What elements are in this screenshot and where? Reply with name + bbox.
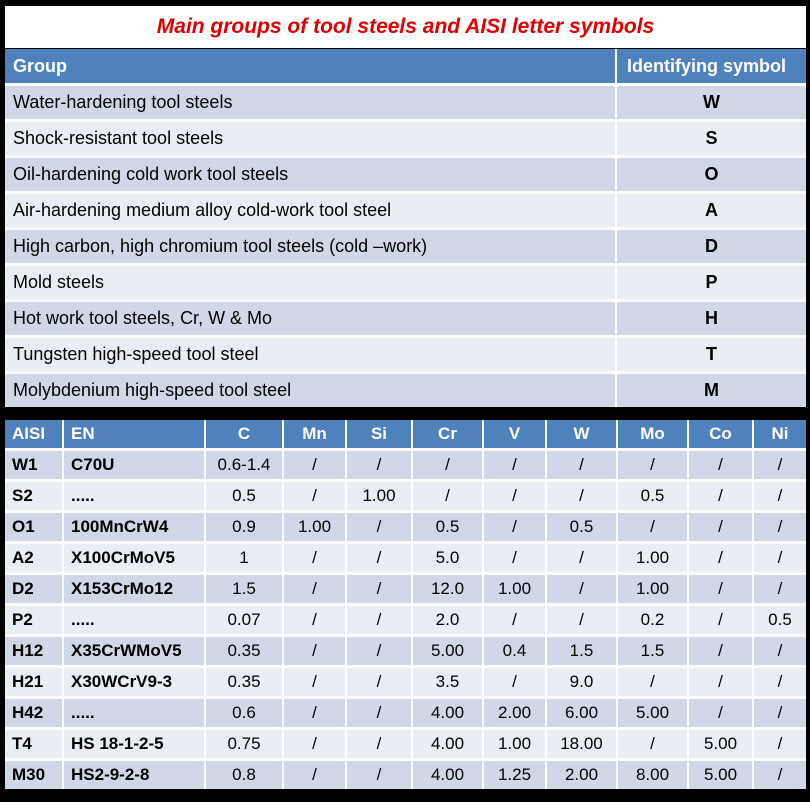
value-cell: 0.6 xyxy=(205,698,283,729)
aisi-cell: H21 xyxy=(5,667,63,698)
value-cell: / xyxy=(346,760,412,790)
value-cell: 1.00 xyxy=(617,574,688,605)
value-cell: 0.6-1.4 xyxy=(205,450,283,481)
value-cell: 0.9 xyxy=(205,512,283,543)
value-cell: 0.5 xyxy=(546,512,617,543)
value-cell: / xyxy=(617,729,688,760)
value-cell: / xyxy=(283,667,346,698)
composition-header-row xyxy=(5,420,806,450)
value-cell: 6.00 xyxy=(546,698,617,729)
en-cell: X35CrWMoV5 xyxy=(63,636,205,667)
value-cell: / xyxy=(688,450,753,481)
value-cell: / xyxy=(283,450,346,481)
value-cell: / xyxy=(753,543,806,574)
value-cell: / xyxy=(546,543,617,574)
groups-header-row xyxy=(5,49,806,85)
table-row xyxy=(5,301,806,337)
table-row xyxy=(5,729,806,760)
value-cell: 1.00 xyxy=(617,543,688,574)
value-cell: / xyxy=(546,481,617,512)
value-cell: / xyxy=(346,636,412,667)
en-cell: X153CrMo12 xyxy=(63,574,205,605)
group-cell: Mold steels xyxy=(5,265,616,301)
group-cell: Air-hardening medium alloy cold-work tool steel xyxy=(5,193,616,229)
symbol-cell: T xyxy=(616,337,806,373)
aisi-cell: T4 xyxy=(5,729,63,760)
value-cell: / xyxy=(688,574,753,605)
value-cell: / xyxy=(688,481,753,512)
value-cell: 8.00 xyxy=(617,760,688,790)
value-cell: / xyxy=(753,667,806,698)
value-cell: / xyxy=(753,512,806,543)
value-cell: / xyxy=(546,450,617,481)
value-cell: / xyxy=(346,512,412,543)
column-header-en: EN xyxy=(63,420,205,450)
value-cell: / xyxy=(346,574,412,605)
column-header-cr: Cr xyxy=(412,420,483,450)
value-cell: / xyxy=(283,636,346,667)
table-row xyxy=(5,337,806,373)
value-cell: / xyxy=(412,481,483,512)
table-row xyxy=(5,636,806,667)
group-column-header: Group xyxy=(5,49,616,85)
value-cell: 0.35 xyxy=(205,636,283,667)
value-cell: 18.00 xyxy=(546,729,617,760)
en-cell: X30WCrV9-3 xyxy=(63,667,205,698)
value-cell: / xyxy=(753,574,806,605)
table-row xyxy=(5,574,806,605)
column-header-ni: Ni xyxy=(753,420,806,450)
en-cell: ..... xyxy=(63,698,205,729)
table-row xyxy=(5,450,806,481)
value-cell: 4.00 xyxy=(412,729,483,760)
en-cell: 100MnCrW4 xyxy=(63,512,205,543)
value-cell: 12.0 xyxy=(412,574,483,605)
table-row xyxy=(5,121,806,157)
group-cell: Shock-resistant tool steels xyxy=(5,121,616,157)
value-cell: / xyxy=(283,605,346,636)
value-cell: / xyxy=(483,605,546,636)
group-cell: Oil-hardening cold work tool steels xyxy=(5,157,616,193)
value-cell: 0.2 xyxy=(617,605,688,636)
table-row xyxy=(5,760,806,790)
aisi-cell: O1 xyxy=(5,512,63,543)
value-cell: / xyxy=(346,543,412,574)
aisi-cell: S2 xyxy=(5,481,63,512)
value-cell: / xyxy=(283,543,346,574)
value-cell: / xyxy=(546,605,617,636)
en-cell: ..... xyxy=(63,605,205,636)
value-cell: / xyxy=(688,636,753,667)
value-cell: 1.00 xyxy=(483,729,546,760)
symbol-cell: H xyxy=(616,301,806,337)
groups-table xyxy=(5,49,806,407)
symbol-column-header: Identifying symbol xyxy=(616,49,806,85)
en-cell: ..... xyxy=(63,481,205,512)
table-row xyxy=(5,373,806,408)
value-cell: 0.75 xyxy=(205,729,283,760)
value-cell: / xyxy=(753,636,806,667)
value-cell: / xyxy=(346,450,412,481)
table-row xyxy=(5,193,806,229)
aisi-cell: A2 xyxy=(5,543,63,574)
value-cell: 1 xyxy=(205,543,283,574)
value-cell: 1.5 xyxy=(617,636,688,667)
table-row xyxy=(5,512,806,543)
value-cell: / xyxy=(346,605,412,636)
value-cell: / xyxy=(617,667,688,698)
symbol-cell: D xyxy=(616,229,806,265)
value-cell: / xyxy=(688,543,753,574)
symbol-cell: O xyxy=(616,157,806,193)
value-cell: / xyxy=(412,450,483,481)
value-cell: / xyxy=(483,667,546,698)
value-cell: / xyxy=(688,698,753,729)
value-cell: / xyxy=(283,481,346,512)
page-title: Main groups of tool steels and AISI letter symbols xyxy=(156,15,655,38)
group-cell: Hot work tool steels, Cr, W & Mo xyxy=(5,301,616,337)
value-cell: 2.0 xyxy=(412,605,483,636)
value-cell: / xyxy=(753,729,806,760)
value-cell: / xyxy=(283,729,346,760)
value-cell: / xyxy=(483,481,546,512)
value-cell: 0.35 xyxy=(205,667,283,698)
value-cell: / xyxy=(283,698,346,729)
aisi-cell: W1 xyxy=(5,450,63,481)
group-cell: Water-hardening tool steels xyxy=(5,85,616,121)
value-cell: / xyxy=(283,574,346,605)
value-cell: 1.00 xyxy=(346,481,412,512)
en-cell: X100CrMoV5 xyxy=(63,543,205,574)
symbol-cell: W xyxy=(616,85,806,121)
group-cell: High carbon, high chromium tool steels (cold –work) xyxy=(5,229,616,265)
column-header-c: C xyxy=(205,420,283,450)
value-cell: 0.07 xyxy=(205,605,283,636)
column-header-w: W xyxy=(546,420,617,450)
aisi-cell: H12 xyxy=(5,636,63,667)
symbol-cell: M xyxy=(616,373,806,408)
symbol-cell: A xyxy=(616,193,806,229)
table-row xyxy=(5,481,806,512)
table-row xyxy=(5,265,806,301)
value-cell: 0.8 xyxy=(205,760,283,790)
value-cell: 1.5 xyxy=(205,574,283,605)
table-row xyxy=(5,157,806,193)
value-cell: / xyxy=(483,512,546,543)
value-cell: 3.5 xyxy=(412,667,483,698)
en-cell: C70U xyxy=(63,450,205,481)
value-cell: 0.4 xyxy=(483,636,546,667)
table-row xyxy=(5,543,806,574)
value-cell: / xyxy=(753,450,806,481)
symbol-cell: P xyxy=(616,265,806,301)
table-row xyxy=(5,698,806,729)
table-row xyxy=(5,605,806,636)
value-cell: / xyxy=(546,574,617,605)
value-cell: 0.5 xyxy=(753,605,806,636)
value-cell: / xyxy=(617,512,688,543)
group-cell: Tungsten high-speed tool steel xyxy=(5,337,616,373)
value-cell: / xyxy=(688,667,753,698)
value-cell: / xyxy=(346,667,412,698)
value-cell: / xyxy=(346,698,412,729)
en-cell: HS 18-1-2-5 xyxy=(63,729,205,760)
value-cell: / xyxy=(483,450,546,481)
value-cell: 0.5 xyxy=(617,481,688,512)
value-cell: / xyxy=(483,543,546,574)
column-header-mo: Mo xyxy=(617,420,688,450)
value-cell: 2.00 xyxy=(546,760,617,790)
value-cell: / xyxy=(617,450,688,481)
table-row xyxy=(5,85,806,121)
composition-table xyxy=(5,420,806,789)
value-cell: / xyxy=(283,760,346,790)
column-header-co: Co xyxy=(688,420,753,450)
column-header-si: Si xyxy=(346,420,412,450)
aisi-cell: M30 xyxy=(5,760,63,790)
value-cell: / xyxy=(753,760,806,790)
aisi-cell: P2 xyxy=(5,605,63,636)
value-cell: 0.5 xyxy=(412,512,483,543)
value-cell: / xyxy=(346,729,412,760)
title-bar xyxy=(5,6,806,48)
value-cell: / xyxy=(688,605,753,636)
value-cell: 5.00 xyxy=(617,698,688,729)
value-cell: 5.00 xyxy=(688,760,753,790)
value-cell: 1.25 xyxy=(483,760,546,790)
column-header-v: V xyxy=(483,420,546,450)
value-cell: 1.00 xyxy=(283,512,346,543)
table-row xyxy=(5,229,806,265)
value-cell: 1.00 xyxy=(483,574,546,605)
value-cell: 4.00 xyxy=(412,760,483,790)
value-cell: 5.0 xyxy=(412,543,483,574)
aisi-cell: H42 xyxy=(5,698,63,729)
value-cell: 0.5 xyxy=(205,481,283,512)
symbol-cell: S xyxy=(616,121,806,157)
value-cell: 4.00 xyxy=(412,698,483,729)
value-cell: 9.0 xyxy=(546,667,617,698)
column-header-mn: Mn xyxy=(283,420,346,450)
value-cell: 5.00 xyxy=(688,729,753,760)
value-cell: 1.5 xyxy=(546,636,617,667)
value-cell: 5.00 xyxy=(412,636,483,667)
aisi-cell: D2 xyxy=(5,574,63,605)
group-cell: Molybdenium high-speed tool steel xyxy=(5,373,616,408)
table-row xyxy=(5,667,806,698)
en-cell: HS2-9-2-8 xyxy=(63,760,205,790)
value-cell: 2.00 xyxy=(483,698,546,729)
value-cell: / xyxy=(753,481,806,512)
value-cell: / xyxy=(753,698,806,729)
column-header-aisi: AISI xyxy=(5,420,63,450)
value-cell: / xyxy=(688,512,753,543)
